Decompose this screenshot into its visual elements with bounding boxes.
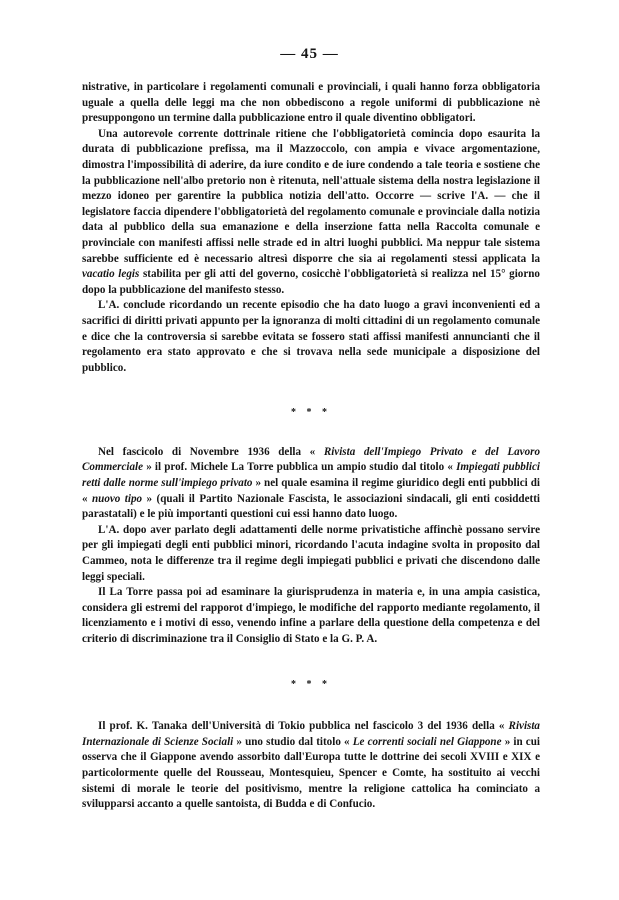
- paragraph: Una autorevole corrente dottrinale ritiene che l'obbligatorietà comincia dopo esaurita la durata di pubblicazione prefissa, ma il Mazzoccolo, con ampia e vivace argomentazione, dimostra l'impossibilità di aderire, da iure condito e de iure condendo a tale teoria e sostiene che la pubblicazione nell'albo pretorio non è ritenuta, nell'attuale sistema della nostra legislazione il mezzo idoneo per garentire la pubblica notizia dell'atto. Occorre — scrive l'A. — che il legislatore faccia dipendere l'obbligatorietà del regolamento comunale e provinciale dalla notizia data al pubblico della sua emanazione e della inserzione fatta nella Raccolta comunale e provinciale con manifesti affissi nelle strade ed in altri luoghi pubblici. Ma neppur tale sistema sarebbe sufficiente ed è necessario altresì disporre che sia ai regolamenti stessi applicata la vacatio legis stabilita per gli atti del governo, cosicchè l'obbligatorietà si realizza nel 15° giorno dopo la pubblicazione del manifesto stesso.: [82, 127, 540, 296]
- section-separator: * * *: [291, 678, 331, 690]
- section-separator: * * *: [291, 407, 331, 419]
- page-body: [82, 80, 540, 813]
- paragraph: Il prof. K. Tanaka dell'Università di Tokio pubblica nel fascicolo 3 del 1936 della « Rivista Internazionale di Scienze Sociali » uno studio dal titolo « Le correnti sociali nel Giappone » in cui osserva che il Giappone avendo assorbito dall'Europa tutte le dottrine dei secoli XVIII e XIX e particolormente quelle del Rousseau, Montesquieu, Spencer e Comte, ha sostituito ai vecchi sistemi di morale le teorie del positivismo, mentre la religione cattolica ha cominciato a svilupparsi accanto a quelle santoista, di Budda e di Confucio.: [82, 720, 540, 811]
- paragraph: Il La Torre passa poi ad esaminare la giurisprudenza in materia e, in una ampia casistica, considera gli estremi del rapporot d'impiego, le modifiche del rapporto mediante regolamento, il licenziamento e i motivi di esso, venendo infine a parlare della questione della competenza e del criterio di discriminazione tra il Consiglio di Stato e la G. P. A.: [82, 586, 540, 645]
- paragraph: Nel fascicolo di Novembre 1936 della « Rivista dell'Impiego Privato e del Lavoro Commerciale » il prof. Michele La Torre pubblica un ampio studio dal titolo « Impiegati pubblici retti dalle norme sull'impiego privato » nel quale esamina il regime giuridico degli enti pubblici di « nuovo tipo » (quali il Partito Nazionale Fascista, le associazioni sindacali, gli enti cosiddetti parastatali) e le più importanti questioni cui essi hanno dato luogo.: [82, 445, 540, 521]
- paragraph: L'A. dopo aver parlato degli adattamenti delle norme privatistiche affinchè possano servire per gli impiegati degli enti pubblici minori, ricordando l'acuta indagine svolta in proposito dal Cammeo, nota le differenze tra il regime degli impiegati pubblici e privati che discendono dalle leggi speciali.: [82, 523, 540, 583]
- paragraph: L'A. conclude ricordando un recente episodio che ha dato luogo a gravi inconvenienti ed a sacrifici di diritti privati appunto per la ignoranza di molti cittadini di un regolamento comunale e dice che la controversia si sarebbe evitata se fossero stati affissi manifesti annuncianti che il regolamento era stato approvato e che si trovava nella sede municipale a disposizione del pubblico.: [82, 299, 540, 374]
- page-number: — 45 —: [280, 46, 339, 62]
- paragraph: nistrative, in particolare i regolamenti comunali e provinciali, i quali hanno forza obbligatoria uguale a quella delle leggi ma che non obbediscono a regole uniformi di pubblicazione nè presuppongono un termine dalla pubblicazione entro il quale diventino obbligatori.: [82, 81, 540, 125]
